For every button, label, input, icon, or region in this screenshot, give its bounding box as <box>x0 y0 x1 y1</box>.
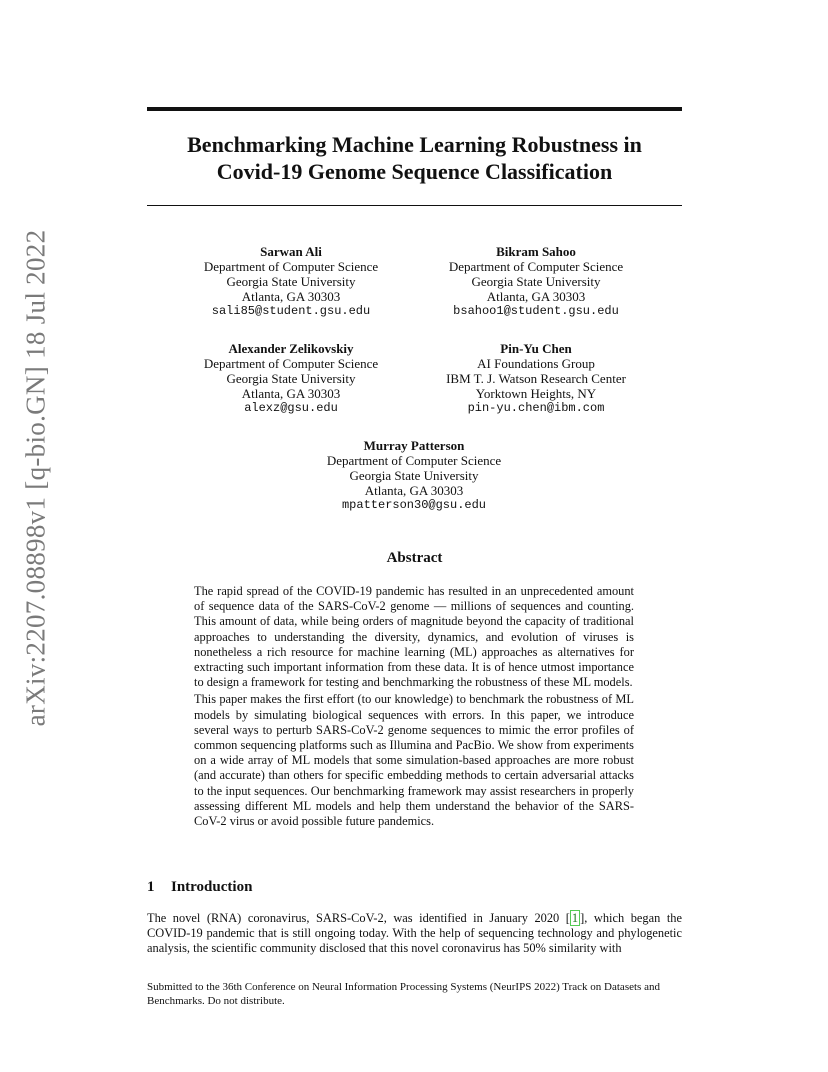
author-org: Georgia State University <box>226 371 356 386</box>
intro-text-before-citation: The novel (RNA) coronavirus, SARS-CoV-2, was identified in January 2020 [ <box>147 911 570 925</box>
abstract-body <box>194 584 634 829</box>
section-title: Introduction <box>171 879 253 895</box>
author-email[interactable]: sali85@student.gsu.edu <box>211 304 371 318</box>
author-block-alexander-zelikovskiy <box>166 341 416 416</box>
author-name: Bikram Sahoo <box>496 244 576 259</box>
author-location: Atlanta, GA 30303 <box>486 289 586 304</box>
author-email[interactable]: pin-yu.chen@ibm.com <box>467 401 605 415</box>
author-org: Georgia State University <box>349 468 479 483</box>
author-email[interactable]: mpatterson30@gsu.edu <box>341 498 487 512</box>
title-line-2: Covid-19 Genome Sequence Classification <box>216 159 613 184</box>
author-dept: Department of Computer Science <box>203 259 379 274</box>
author-block-sarwan-ali <box>166 244 416 319</box>
section-number: 1 <box>147 879 155 895</box>
submission-footnote: Submitted to the 36th Conference on Neural Information Processing Systems (NeurIPS 2022) Track on Datasets and Benchmarks. Do not distribute. <box>147 981 660 1007</box>
author-location: Atlanta, GA 30303 <box>241 289 341 304</box>
author-org: Georgia State University <box>471 274 601 289</box>
author-org: IBM T. J. Watson Research Center <box>446 371 626 386</box>
abstract-heading: Abstract <box>386 550 443 566</box>
author-name: Murray Patterson <box>363 438 465 453</box>
introduction-paragraph <box>147 911 682 957</box>
title-top-rule <box>147 107 682 111</box>
title-line-1: Benchmarking Machine Learning Robustness in <box>187 132 642 157</box>
author-location: Atlanta, GA 30303 <box>364 483 464 498</box>
author-dept: Department of Computer Science <box>203 356 379 371</box>
introduction-body <box>147 911 682 957</box>
author-block-pin-yu-chen <box>411 341 661 416</box>
author-dept: Department of Computer Science <box>448 259 624 274</box>
author-location: Atlanta, GA 30303 <box>241 386 341 401</box>
author-block-bikram-sahoo <box>411 244 661 319</box>
author-name: Sarwan Ali <box>260 244 322 259</box>
arxiv-id-text[interactable]: arXiv:2207.08898v1 [q-bio.GN] 18 Jul 2022 <box>20 229 51 727</box>
author-name: Pin-Yu Chen <box>500 341 572 356</box>
section-heading-introduction <box>147 879 252 896</box>
author-dept: Department of Computer Science <box>326 453 502 468</box>
author-location: Yorktown Heights, NY <box>475 386 597 401</box>
arxiv-stamp <box>16 0 56 1072</box>
author-email[interactable]: bsahoo1@student.gsu.edu <box>453 304 619 318</box>
author-block-murray-patterson <box>289 438 539 513</box>
author-email[interactable]: alexz@gsu.edu <box>244 401 338 415</box>
abstract-paragraph-2: This paper makes the first effort (to our knowledge) to benchmark the robustness of ML models by simulating biological sequences with errors. In this paper, we introduce several ways to perturb SARS-CoV-2 genome sequences to mimic the error profiles of common sequencing platforms such as Illumina and PacBio. We show from experiments on a wide array of ML models that some simulation-based approaches are more robust (and accurate) than others for specific embedding methods to certain adversarial attacks to the input sequences. Our benchmarking framework may assist researchers in properly assessing different ML models and help them understand the behavior of the SARS-CoV-2 virus or avoid possible future pandemics. <box>194 692 634 829</box>
intro-text-after-citation: ], which began the COVID-19 pandemic that is still ongoing today. With the help of sequencing technology and phylogenetic analysis, the scientific community disclosed that this novel coronavirus has 50% similarity with <box>147 911 682 956</box>
citation-link[interactable]: 1 <box>571 911 579 925</box>
title-bottom-rule <box>147 205 682 206</box>
author-name: Alexander Zelikovskiy <box>228 341 354 356</box>
author-dept: AI Foundations Group <box>477 356 595 371</box>
author-org: Georgia State University <box>226 274 356 289</box>
abstract-paragraph-1: The rapid spread of the COVID-19 pandemic has resulted in an unprecedented amount of sequence data of the SARS-CoV-2 genome — millions of sequences and counting. This amount of data, while being orders of magnitude beyond the capacity of traditional approaches to understanding the diversity, dynamics, and evolution of viruses is nonetheless a rich resource for machine learning (ML) approaches as alternatives for extracting such important information from these data. It is of hence utmost importance to design a framework for testing and benchmarking the robustness of these ML models. <box>194 584 634 690</box>
paper-title <box>147 131 682 185</box>
